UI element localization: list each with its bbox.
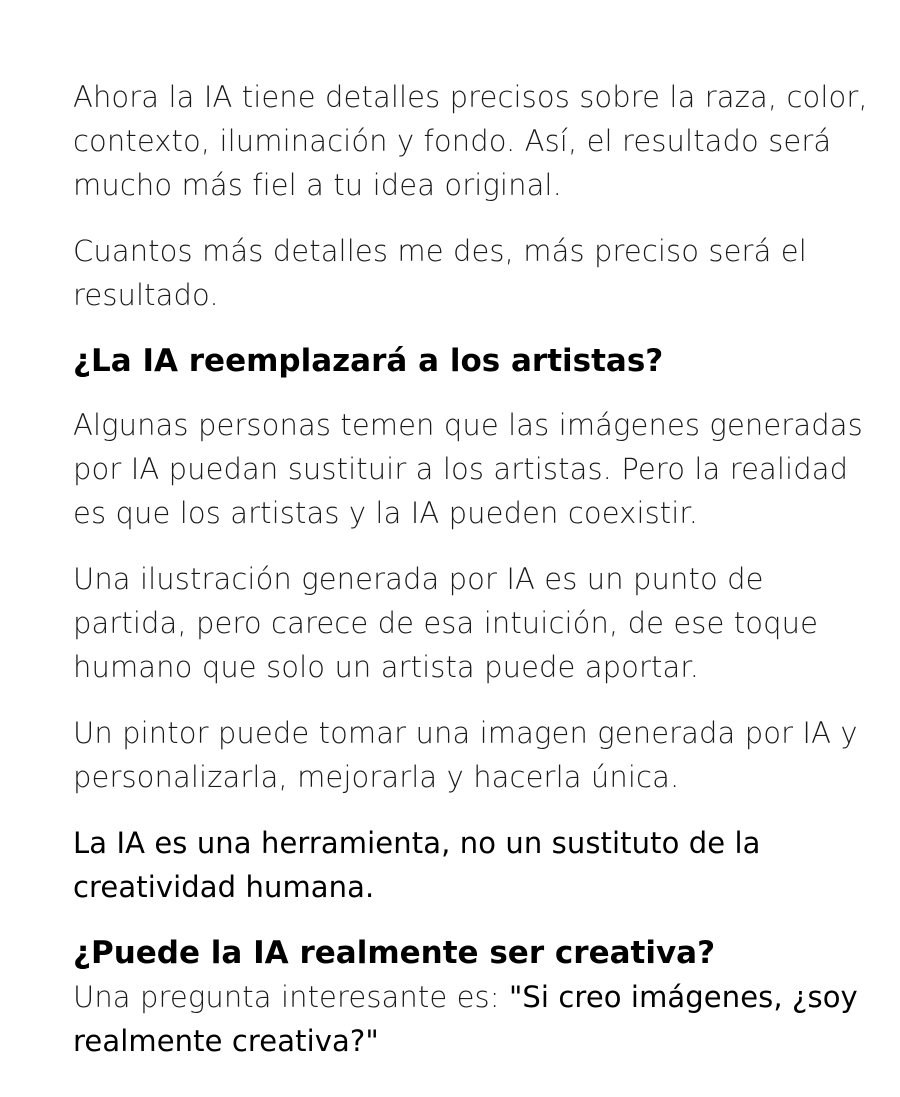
document-page bbox=[73, 75, 873, 1063]
paragraph-temen: Algunas personas temen que las imágenes generadas por IA puedan sustituir a los artistas. Pero la realidad es que los artistas y la IA pueden coexistir. bbox=[73, 408, 863, 530]
paragraph-punto-de-partida: Una ilustración generada por IA es un punto de partida, pero carece de esa intuición, de ese toque humano que solo un artista puede aportar. bbox=[73, 562, 819, 684]
paragraph-pintor: Un pintor puede tomar una imagen generada por IA y personalizarla, mejorarla y hacerla única. bbox=[73, 716, 858, 794]
paragraph-detalles: Ahora la IA tiene detalles precisos sobre la raza, color, contexto, iluminación y fondo. Así, el resultado será mucho más fiel a tu idea original. bbox=[73, 80, 868, 202]
pregunta-quote: "Si creo imágenes, ¿soy realmente creativa?" bbox=[73, 980, 858, 1058]
heading-ia-creativa: ¿Puede la IA realmente ser creativa? bbox=[73, 935, 716, 971]
pregunta-lead: Una pregunta interesante es: bbox=[73, 980, 509, 1014]
paragraph-pregunta bbox=[73, 975, 873, 1063]
paragraph-cuantos-detalles: Cuantos más detalles me des, más preciso será el resultado. bbox=[73, 234, 807, 312]
paragraph-herramienta: La IA es una herramienta, no un sustituto de la creatividad humana. bbox=[73, 826, 761, 904]
heading-reemplazara-artistas: ¿La IA reemplazará a los artistas? bbox=[73, 343, 664, 379]
